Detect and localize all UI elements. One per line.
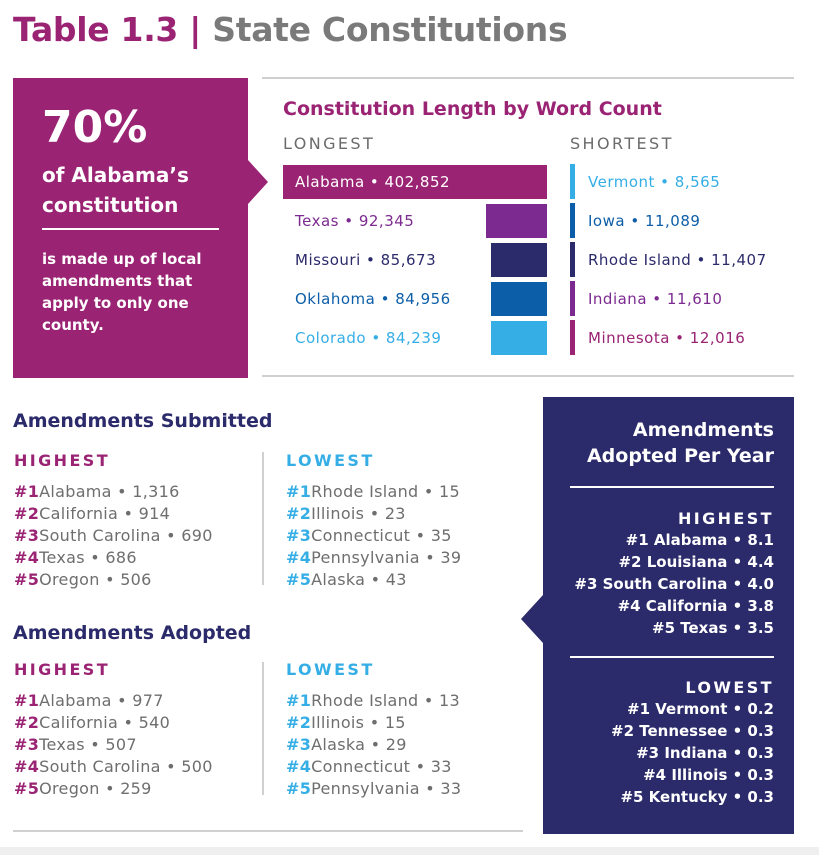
- length-top-rule: [262, 77, 794, 79]
- per-year-item: #5 Texas • 3.5: [652, 619, 774, 637]
- rank-label: #3: [286, 526, 312, 545]
- adopted-divider: [262, 662, 264, 795]
- list-item: [286, 569, 461, 591]
- length-bar-label: Colorado • 84,239: [295, 329, 442, 347]
- per-year-item: #4 Illinois • 0.3: [643, 766, 774, 784]
- list-item: [286, 690, 461, 712]
- rank-label: #2: [286, 713, 312, 732]
- rank-label: #3: [14, 735, 40, 754]
- length-bar-label: Oklahoma • 84,956: [295, 290, 451, 308]
- per-year-lowest-label: LOWEST: [685, 678, 774, 697]
- list-item: [14, 690, 213, 712]
- short-label: Rhode Island • 11,407: [588, 251, 767, 269]
- short-marker: [570, 320, 575, 355]
- list-item-text: Connecticut • 35: [311, 526, 452, 545]
- rank-label: #2: [14, 504, 40, 523]
- rank-label: #1: [286, 482, 312, 501]
- list-item: [14, 569, 213, 591]
- short-marker: [570, 281, 575, 316]
- list-item-text: Alabama • 977: [39, 691, 164, 710]
- list-item-text: South Carolina • 500: [39, 757, 213, 776]
- rank-label: #5: [286, 570, 312, 589]
- list-item: [286, 712, 461, 734]
- title-divider: |: [189, 10, 202, 49]
- per-year-rule-mid: [570, 656, 774, 658]
- adopted-lowest-label: LOWEST: [286, 660, 375, 679]
- rank-label: #4: [286, 757, 312, 776]
- list-item: [14, 503, 213, 525]
- list-item-text: Alaska • 29: [311, 735, 407, 754]
- list-item-text: California • 914: [39, 504, 171, 523]
- list-item-text: Rhode Island • 15: [311, 482, 460, 501]
- submitted-lowest-label: LOWEST: [286, 451, 375, 470]
- adopted-title: Amendments Adopted: [13, 622, 252, 644]
- adopted-lowest-list: [286, 690, 461, 800]
- rank-label: #5: [286, 779, 312, 798]
- submitted-divider: [262, 452, 264, 585]
- stat-headline: of Alabama’s constitution: [42, 163, 189, 217]
- length-bar-label: Alabama • 402,852: [295, 173, 451, 191]
- per-year-item: #3 Indiana • 0.3: [636, 744, 774, 762]
- list-item: [14, 734, 213, 756]
- list-item-text: Illinois • 23: [311, 504, 406, 523]
- length-bar: [491, 321, 547, 355]
- length-bar: [491, 282, 547, 316]
- per-year-item: #4 California • 3.8: [617, 597, 774, 615]
- list-item-text: Texas • 686: [39, 548, 137, 567]
- list-item: [286, 778, 461, 800]
- footer-strip: [0, 847, 819, 855]
- list-item: [286, 503, 461, 525]
- list-item-text: Pennsylvania • 39: [311, 548, 462, 567]
- rank-label: #1: [286, 691, 312, 710]
- submitted-highest-label: HIGHEST: [14, 451, 111, 470]
- length-bar: [486, 204, 547, 238]
- list-item-text: Rhode Island • 13: [311, 691, 460, 710]
- list-item-text: Texas • 507: [39, 735, 137, 754]
- submitted-highest-list: [14, 481, 213, 591]
- list-item: [14, 712, 213, 734]
- list-item: [14, 547, 213, 569]
- shortest-label: SHORTEST: [570, 134, 674, 153]
- list-item: [14, 756, 213, 778]
- adopted-highest-label: HIGHEST: [14, 660, 111, 679]
- table-number: Table 1.3: [13, 10, 179, 49]
- per-year-lowest-list: [611, 698, 774, 808]
- per-year-highest-label: HIGHEST: [677, 509, 774, 528]
- list-item-text: Alaska • 43: [311, 570, 407, 589]
- rank-label: #5: [14, 570, 40, 589]
- list-item-text: Illinois • 15: [311, 713, 406, 732]
- rank-label: #4: [14, 757, 40, 776]
- short-label: Vermont • 8,565: [588, 173, 721, 191]
- alabama-stat-callout: [13, 78, 248, 378]
- adopted-highest-list: [14, 690, 213, 800]
- rank-label: #1: [14, 482, 40, 501]
- rank-label: #2: [14, 713, 40, 732]
- rank-label: #5: [14, 779, 40, 798]
- page-title: [13, 10, 567, 49]
- per-year-item: #1 Alabama • 8.1: [625, 531, 774, 549]
- short-marker: [570, 203, 575, 238]
- length-bar-label: Texas • 92,345: [295, 212, 415, 230]
- submitted-title: Amendments Submitted: [13, 410, 273, 432]
- stat-divider: [42, 228, 219, 230]
- list-item: [14, 481, 213, 503]
- list-item-text: Alabama • 1,316: [39, 482, 180, 501]
- per-year-item: #2 Louisiana • 4.4: [618, 553, 774, 571]
- per-year-item: #1 Vermont • 0.2: [627, 700, 774, 718]
- per-year-item: #2 Tennessee • 0.3: [611, 722, 774, 740]
- list-item: [286, 525, 461, 547]
- per-year-panel: [543, 397, 794, 834]
- title-text: State Constitutions: [212, 10, 568, 49]
- length-bottom-rule: [262, 375, 794, 377]
- list-item: [14, 525, 213, 547]
- short-label: Indiana • 11,610: [588, 290, 723, 308]
- list-item-text: Oregon • 259: [39, 779, 152, 798]
- list-item: [286, 734, 461, 756]
- per-year-item: #3 South Carolina • 4.0: [574, 575, 774, 593]
- list-item-text: Pennsylvania • 33: [311, 779, 462, 798]
- stat-percent: 70%: [42, 102, 148, 153]
- list-item: [286, 756, 461, 778]
- list-item-text: Oregon • 506: [39, 570, 152, 589]
- short-label: Iowa • 11,089: [588, 212, 701, 230]
- rank-label: #4: [286, 548, 312, 567]
- list-item: [286, 481, 461, 503]
- rank-label: #4: [14, 548, 40, 567]
- rank-label: #3: [286, 735, 312, 754]
- length-bar: [491, 243, 547, 277]
- short-marker: [570, 164, 575, 199]
- length-title: Constitution Length by Word Count: [283, 98, 662, 120]
- rank-label: #1: [14, 691, 40, 710]
- rank-label: #2: [286, 504, 312, 523]
- per-year-highest-list: [574, 529, 774, 639]
- list-item-text: South Carolina • 690: [39, 526, 213, 545]
- bottom-rule: [13, 830, 523, 832]
- short-label: Minnesota • 12,016: [588, 329, 746, 347]
- longest-label: LONGEST: [283, 134, 376, 153]
- short-marker: [570, 242, 575, 277]
- list-item: [286, 547, 461, 569]
- list-item: [14, 778, 213, 800]
- per-year-item: #5 Kentucky • 0.3: [620, 788, 774, 806]
- per-year-title: Amendments Adopted Per Year: [586, 419, 774, 467]
- length-bar-label: Missouri • 85,673: [295, 251, 437, 269]
- list-item-text: California • 540: [39, 713, 171, 732]
- stat-body: is made up of local amendments that apply to only one county.: [42, 250, 202, 334]
- rank-label: #3: [14, 526, 40, 545]
- list-item-text: Connecticut • 33: [311, 757, 452, 776]
- per-year-rule-top: [570, 486, 774, 488]
- submitted-lowest-list: [286, 481, 461, 591]
